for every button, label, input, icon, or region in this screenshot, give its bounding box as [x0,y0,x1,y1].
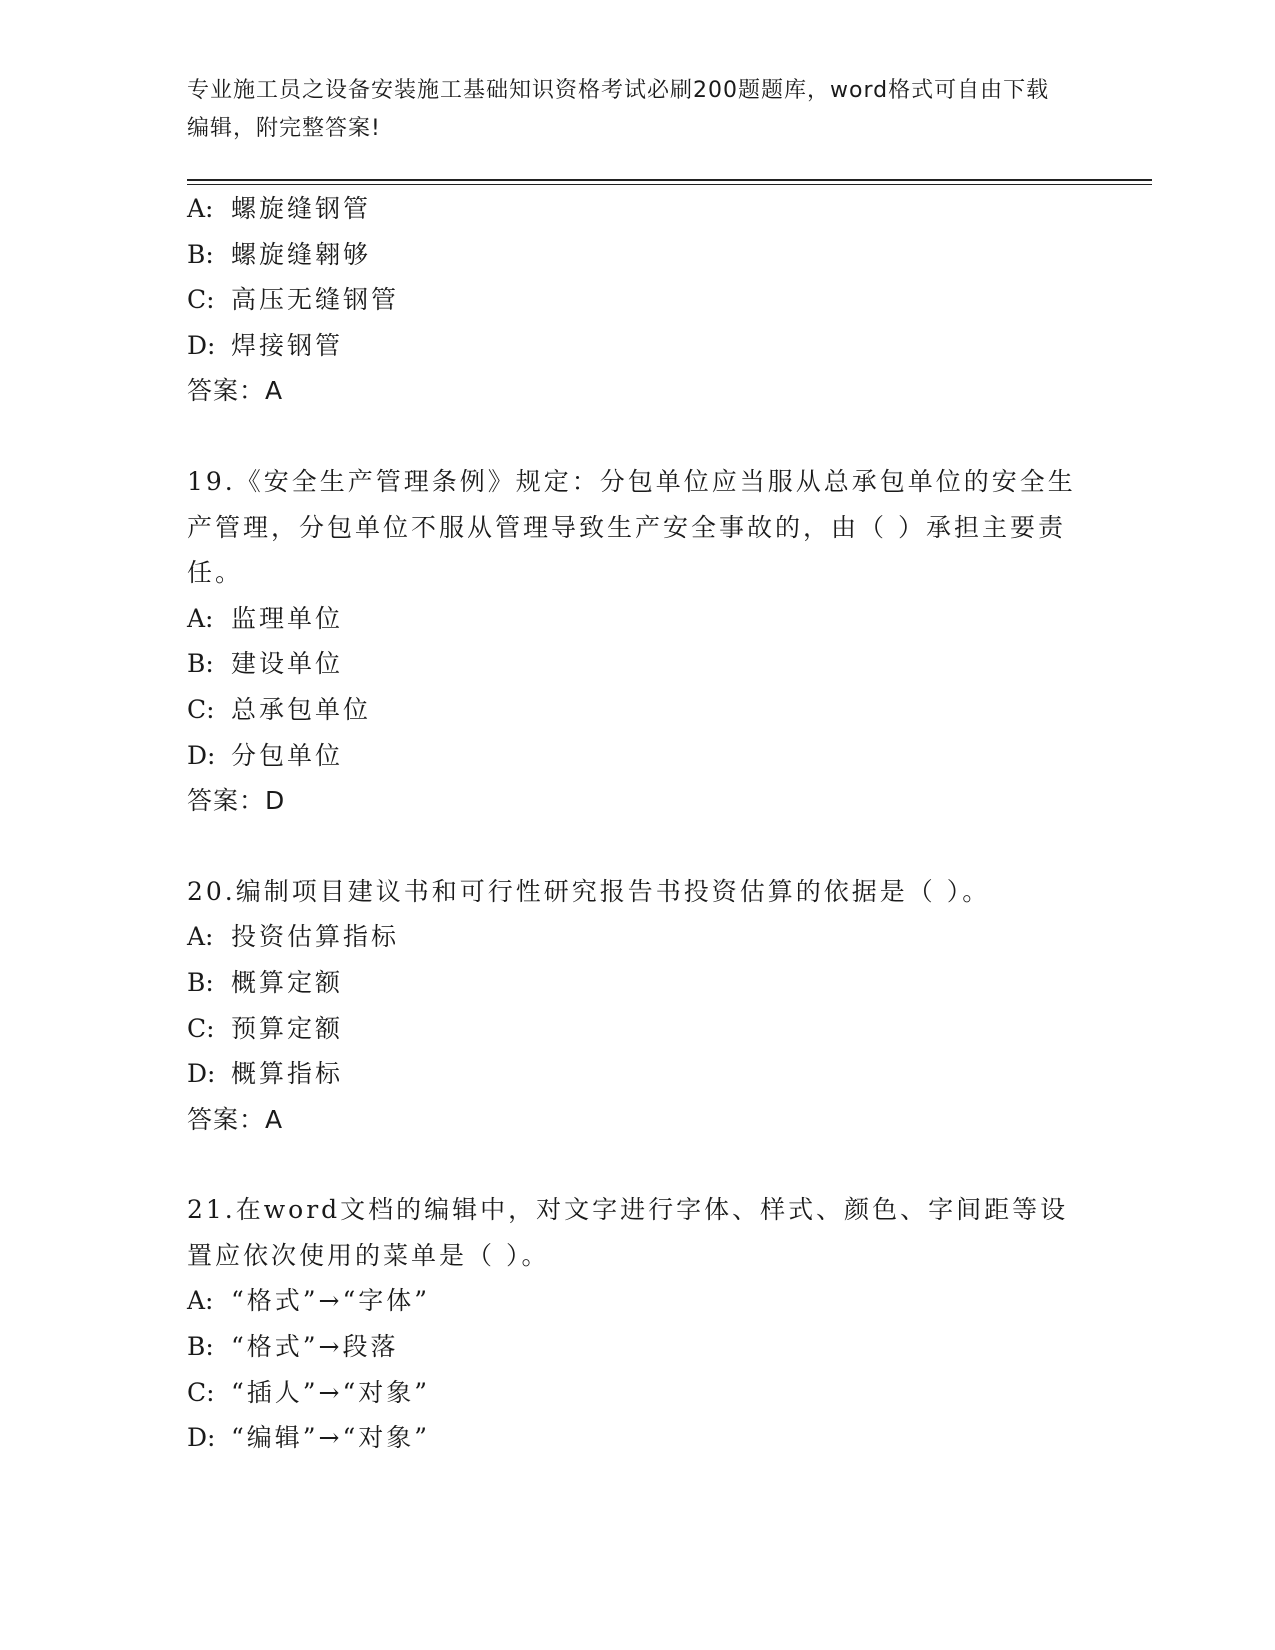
option-d: D: 概算指标 [187,1059,344,1089]
option-c: C: 高压无缝钢管 [187,285,400,315]
option-c: C: 预算定额 [187,1013,344,1043]
document-header: 专业施工员之设备安装施工基础知识资格考试必刷200题题库，word格式可自由下载编辑，附完整答案! [187,78,1050,141]
option-c: C: “插人”→“对象” [187,1377,431,1407]
option-a: A: 投资估算指标 [187,922,400,952]
option-a: A: 螺旋缝钢管 [187,194,372,223]
question-text: 20.编制项目建议书和可行性研究报告书投资估算的依据是（ ）。 [187,876,991,906]
option-b: B: 概算定额 [187,967,344,997]
question-block-21 [187,1187,1087,1461]
option-d: D: “编辑”→“对象” [187,1423,431,1453]
option-c: C: 总承包单位 [187,694,372,724]
question-text: 21.在word文档的编辑中，对文字进行字体、样式、颜色、字间距等设置应依次使用的菜单是（ ）。 [187,1195,1069,1270]
question-block-18 [187,186,1087,414]
question-block-19 [187,459,1087,824]
header-rule-thin [187,184,1152,185]
answer: 答案：A [187,1104,284,1134]
option-a: A: “格式”→“字体” [187,1286,431,1316]
option-d: D: 分包单位 [187,740,344,770]
question-block-20 [187,869,1087,1143]
answer: 答案：D [187,786,286,816]
option-b: B: “格式”→段落 [187,1332,399,1362]
option-d: D: 焊接钢管 [187,330,344,360]
option-b: B: 建设单位 [187,649,344,679]
question-text: 19.《安全生产管理条例》规定：分包单位应当服从总承包单位的安全生产管理，分包单位不服从管理导致生产安全事故的，由（ ）承担主要责任。 [187,466,1076,588]
answer: 答案：A [187,376,284,406]
question-list [187,186,1087,1461]
option-b: B: 螺旋缝翱够 [187,239,372,269]
option-a: A: 监理单位 [187,603,344,633]
header-rule [187,179,1152,181]
